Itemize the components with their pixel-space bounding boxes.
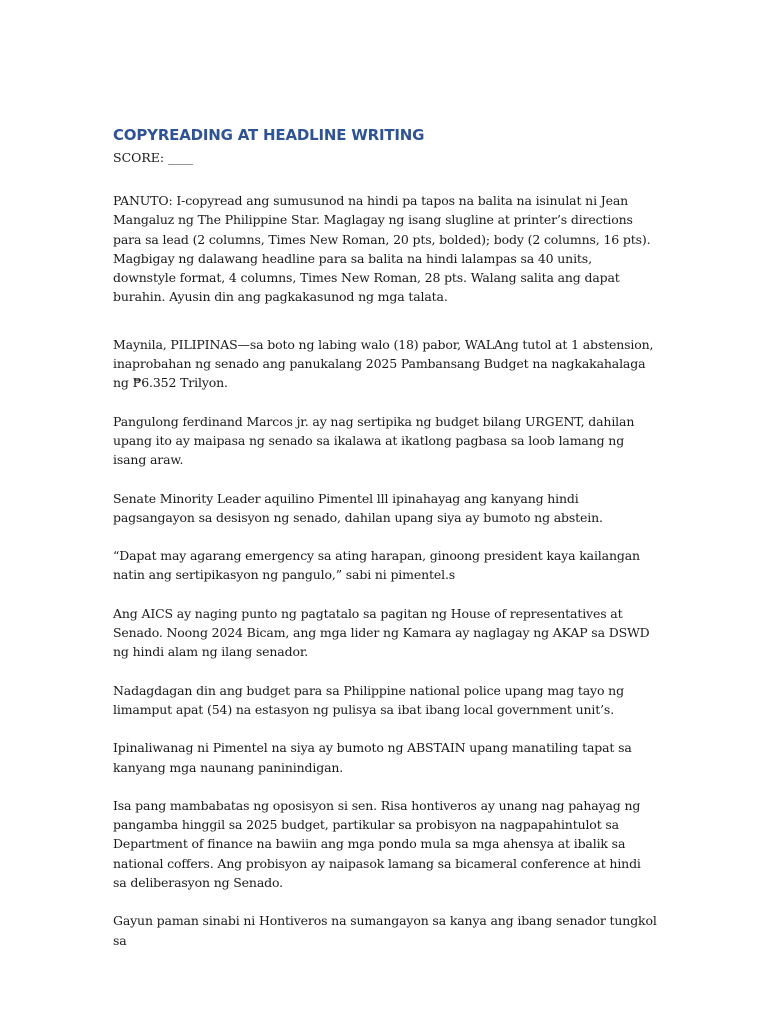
- instructions-paragraph: PANUTO: I-copyread ang sumusunod na hindi pa tapos na balita na isinulat ni Jean Mangaluz ng The Philippine Star. Maglagay ng isang slugline at printer’s directions para sa lead (2 columns, Times New Roman, 20 pts, bolded); body (2 columns, 16 pts). Magbigay ng dalawang headline para sa balita na hindi lalampas sa 40 units, downstyle format, 4 columns, Times New Roman, 28 pts. Walang salita ang dapat burahin. Ayusin din ang pagkakasunod ng mga talata.: [113, 193, 651, 305]
- news-paragraph-3: Senate Minority Leader aquilino Pimentel lll ipinahayag ang kanyang hindi pagsangayon sa desisyon ng senado, dahilan upang siya ay bumoto ng abstein.: [113, 490, 603, 525]
- document-title: COPYREADING AT HEADLINE WRITING: [113, 126, 425, 144]
- news-paragraph-6: Nadagdagan din ang budget para sa Philippine national police upang mag tayo ng limamput apat (54) na estasyon ng pulisya sa ibat ibang local government unit’s.: [113, 682, 624, 717]
- news-paragraph-2: Pangulong ferdinand Marcos jr. ay nag sertipika ng budget bilang URGENT, dahilan upang ito ay maipasa ng senado sa ikalawa at ikatlong pagbasa sa loob lamang ng isang araw.: [113, 413, 635, 468]
- news-paragraph-9: Gayun paman sinabi ni Hontiveros na sumangayon sa kanya ang ibang senador tungkol sa: [113, 913, 657, 948]
- news-paragraph-8: Isa pang mambabatas ng oposisyon si sen. Risa hontiveros ay unang nag pahayag ng pangamba hinggil sa 2025 budget, partikular sa probisyon na nagpapahintulot sa Department of finance na bawiin ang mga pondo mula sa mga ahensya at ibalik sa national coffers. Ang probisyon ay naipasok lamang sa bicameral conference at hindi sa deliberasyon ng Senado.: [113, 797, 641, 891]
- news-paragraph-5: Ang AICS ay naging punto ng pagtatalo sa pagitan ng House of representatives at Senado. Noong 2024 Bicam, ang mga lider ng Kamara ay naglagay ng AKAP sa DSWD ng hindi alam ng ilang senador.: [113, 605, 650, 660]
- news-paragraph-1: Maynila, PILIPINAS—sa boto ng labing walo (18) pabor, WALAng tutol at 1 abstension, inaprobahan ng senado ang panukalang 2025 Pambansang Budget na nagkakahalaga ng ₱6.352 Trilyon.: [113, 336, 654, 391]
- document-page: [113, 126, 658, 969]
- news-paragraph-4: “Dapat may agarang emergency sa ating harapan, ginoong president kaya kailangan natin ang sertipikasyon ng pangulo,” sabi ni pimentel.s: [113, 548, 640, 583]
- news-paragraph-7: Ipinaliwanag ni Pimentel na siya ay bumoto ng ABSTAIN upang manatiling tapat sa kanyang mga naunang paninindigan.: [113, 740, 632, 775]
- score-line: SCORE: ____: [113, 150, 194, 165]
